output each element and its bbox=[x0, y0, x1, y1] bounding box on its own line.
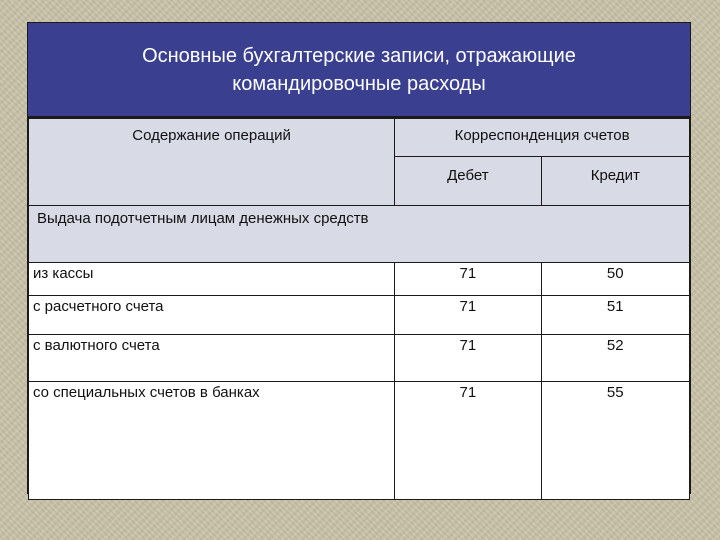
row-label: из кассы bbox=[29, 263, 395, 296]
row-debit: 71 bbox=[395, 382, 541, 500]
table-row bbox=[29, 296, 690, 335]
slide-table-frame bbox=[27, 22, 691, 494]
table-row bbox=[29, 335, 690, 382]
row-credit: 50 bbox=[541, 263, 689, 296]
table-row bbox=[29, 382, 690, 500]
row-credit: 52 bbox=[541, 335, 689, 382]
title-line-2: командировочные расходы bbox=[232, 72, 486, 95]
row-debit: 71 bbox=[395, 263, 541, 296]
row-label: с валютного счета bbox=[29, 335, 395, 382]
row-credit: 51 bbox=[541, 296, 689, 335]
row-debit: 71 bbox=[395, 296, 541, 335]
slide-title bbox=[28, 23, 690, 118]
header-operations: Содержание операций bbox=[29, 119, 395, 206]
header-credit: Кредит bbox=[541, 157, 689, 206]
postings-table bbox=[28, 118, 690, 500]
header-debit: Дебет bbox=[395, 157, 541, 206]
row-label: со специальных счетов в банках bbox=[29, 382, 395, 500]
title-line-1: Основные бухгалтерские записи, отражающие bbox=[142, 44, 576, 67]
row-credit: 55 bbox=[541, 382, 689, 500]
header-correspondence: Корреспонденция счетов bbox=[395, 119, 690, 157]
section-heading: Выдача подотчетным лицам денежных средств bbox=[29, 206, 690, 263]
table-row bbox=[29, 263, 690, 296]
row-label: с расчетного счета bbox=[29, 296, 395, 335]
row-debit: 71 bbox=[395, 335, 541, 382]
